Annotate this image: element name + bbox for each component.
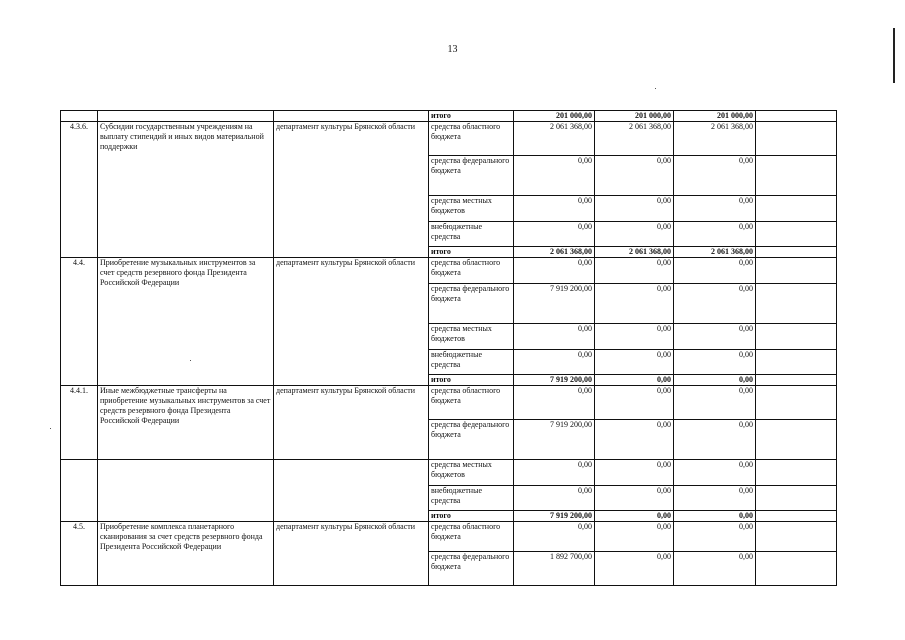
measure-name-cell: [98, 111, 274, 122]
table-row: [61, 386, 837, 420]
empty-cell: [756, 284, 837, 324]
amount-cell: 0,00: [514, 486, 595, 511]
funding-source-cell: внебюджетные средства: [429, 486, 514, 511]
amount-cell: 0,00: [674, 522, 756, 552]
amount-cell: 7 919 200,00: [514, 511, 595, 522]
amount-cell: 0,00: [514, 222, 595, 247]
amount-cell: 0,00: [514, 522, 595, 552]
amount-cell: 0,00: [595, 324, 674, 350]
amount-cell: 0,00: [595, 350, 674, 375]
amount-cell: 0,00: [595, 284, 674, 324]
funding-source-cell: итого: [429, 247, 514, 258]
code-cell: 4.4.: [61, 258, 98, 386]
amount-cell: 2 061 368,00: [595, 122, 674, 156]
empty-cell: [756, 460, 837, 486]
measure-name-cell: Приобретение музыкальных инструментов за счет средств резервного фонда Президента Российской Федерации: [98, 258, 274, 386]
amount-cell: 0,00: [514, 258, 595, 284]
code-cell: [61, 460, 98, 522]
amount-cell: 0,00: [595, 375, 674, 386]
table-row: [61, 122, 837, 156]
funding-source-cell: итого: [429, 511, 514, 522]
empty-cell: [756, 486, 837, 511]
empty-cell: [756, 111, 837, 122]
scan-speck: [655, 88, 656, 89]
amount-cell: 0,00: [674, 196, 756, 222]
executor-cell: департамент культуры Брянской области: [274, 522, 429, 586]
amount-cell: 0,00: [674, 350, 756, 375]
funding-source-cell: средства местных бюджетов: [429, 460, 514, 486]
empty-cell: [756, 196, 837, 222]
amount-cell: 0,00: [674, 420, 756, 460]
amount-cell: 0,00: [595, 258, 674, 284]
amount-cell: 1 892 700,00: [514, 552, 595, 586]
empty-cell: [756, 156, 837, 196]
executor-cell: [274, 460, 429, 522]
total-row: [61, 111, 837, 122]
amount-cell: 0,00: [674, 552, 756, 586]
table-body: [61, 111, 837, 586]
executor-cell: [274, 111, 429, 122]
amount-cell: 7 919 200,00: [514, 375, 595, 386]
amount-cell: 0,00: [595, 420, 674, 460]
table-row: [61, 460, 837, 486]
code-cell: [61, 111, 98, 122]
amount-cell: 0,00: [674, 222, 756, 247]
amount-cell: 201 000,00: [595, 111, 674, 122]
amount-cell: 0,00: [514, 324, 595, 350]
table-row: [61, 522, 837, 552]
executor-cell: департамент культуры Брянской области: [274, 386, 429, 460]
executor-cell: департамент культуры Брянской области: [274, 258, 429, 386]
empty-cell: [756, 552, 837, 586]
funding-source-cell: средства местных бюджетов: [429, 324, 514, 350]
amount-cell: 0,00: [674, 324, 756, 350]
page-number: 13: [447, 44, 458, 55]
amount-cell: 2 061 368,00: [514, 247, 595, 258]
funding-source-cell: средства федерального бюджета: [429, 420, 514, 460]
funding-source-cell: средства областного бюджета: [429, 258, 514, 284]
empty-cell: [756, 375, 837, 386]
scan-speck: [50, 428, 51, 429]
amount-cell: 0,00: [674, 156, 756, 196]
measure-name-cell: Субсидии государственным учреждениям на выплату стипендий и иных видов материальной поддержки: [98, 122, 274, 258]
amount-cell: 0,00: [514, 156, 595, 196]
funding-source-cell: средства местных бюджетов: [429, 196, 514, 222]
amount-cell: 2 061 368,00: [595, 247, 674, 258]
scan-edge-line: [893, 28, 895, 83]
amount-cell: 0,00: [595, 196, 674, 222]
table-row: [61, 258, 837, 284]
code-cell: 4.3.6.: [61, 122, 98, 258]
empty-cell: [756, 122, 837, 156]
empty-cell: [756, 386, 837, 420]
code-cell: 4.4.1.: [61, 386, 98, 460]
funding-source-cell: средства федерального бюджета: [429, 552, 514, 586]
amount-cell: 2 061 368,00: [514, 122, 595, 156]
amount-cell: 2 061 368,00: [674, 247, 756, 258]
amount-cell: 0,00: [595, 386, 674, 420]
amount-cell: 0,00: [595, 156, 674, 196]
empty-cell: [756, 247, 837, 258]
amount-cell: 201 000,00: [674, 111, 756, 122]
funding-source-cell: внебюджетные средства: [429, 350, 514, 375]
funding-source-cell: итого: [429, 375, 514, 386]
measure-name-cell: Приобретение комплекса планетарного сканирования за счет средств резервного фонда Президента Российской Федерации: [98, 522, 274, 586]
empty-cell: [756, 258, 837, 284]
amount-cell: 0,00: [674, 486, 756, 511]
code-cell: 4.5.: [61, 522, 98, 586]
funding-source-cell: средства федерального бюджета: [429, 156, 514, 196]
amount-cell: 0,00: [595, 552, 674, 586]
funding-source-cell: итого: [429, 111, 514, 122]
budget-table: [60, 110, 837, 586]
amount-cell: 0,00: [514, 460, 595, 486]
amount-cell: 2 061 368,00: [674, 122, 756, 156]
amount-cell: 0,00: [674, 511, 756, 522]
amount-cell: 0,00: [595, 486, 674, 511]
measure-name-cell: Иные межбюджетные трансферты на приобретение музыкальных инструментов за счет средств резервного фонда Президента Российской Федерации: [98, 386, 274, 460]
empty-cell: [756, 222, 837, 247]
empty-cell: [756, 420, 837, 460]
amount-cell: 0,00: [595, 460, 674, 486]
amount-cell: 0,00: [674, 375, 756, 386]
amount-cell: 0,00: [514, 196, 595, 222]
amount-cell: 201 000,00: [514, 111, 595, 122]
funding-source-cell: средства областного бюджета: [429, 386, 514, 420]
empty-cell: [756, 511, 837, 522]
amount-cell: 0,00: [674, 284, 756, 324]
amount-cell: 0,00: [514, 350, 595, 375]
amount-cell: 0,00: [595, 511, 674, 522]
amount-cell: 7 919 200,00: [514, 284, 595, 324]
amount-cell: 0,00: [514, 386, 595, 420]
measure-name-cell: [98, 460, 274, 522]
funding-source-cell: внебюджетные средства: [429, 222, 514, 247]
executor-cell: департамент культуры Брянской области: [274, 122, 429, 258]
funding-source-cell: средства областного бюджета: [429, 522, 514, 552]
empty-cell: [756, 350, 837, 375]
amount-cell: 7 919 200,00: [514, 420, 595, 460]
amount-cell: 0,00: [595, 222, 674, 247]
amount-cell: 0,00: [674, 258, 756, 284]
funding-source-cell: средства федерального бюджета: [429, 284, 514, 324]
amount-cell: 0,00: [674, 460, 756, 486]
amount-cell: 0,00: [674, 386, 756, 420]
amount-cell: 0,00: [595, 522, 674, 552]
funding-source-cell: средства областного бюджета: [429, 122, 514, 156]
empty-cell: [756, 522, 837, 552]
empty-cell: [756, 324, 837, 350]
